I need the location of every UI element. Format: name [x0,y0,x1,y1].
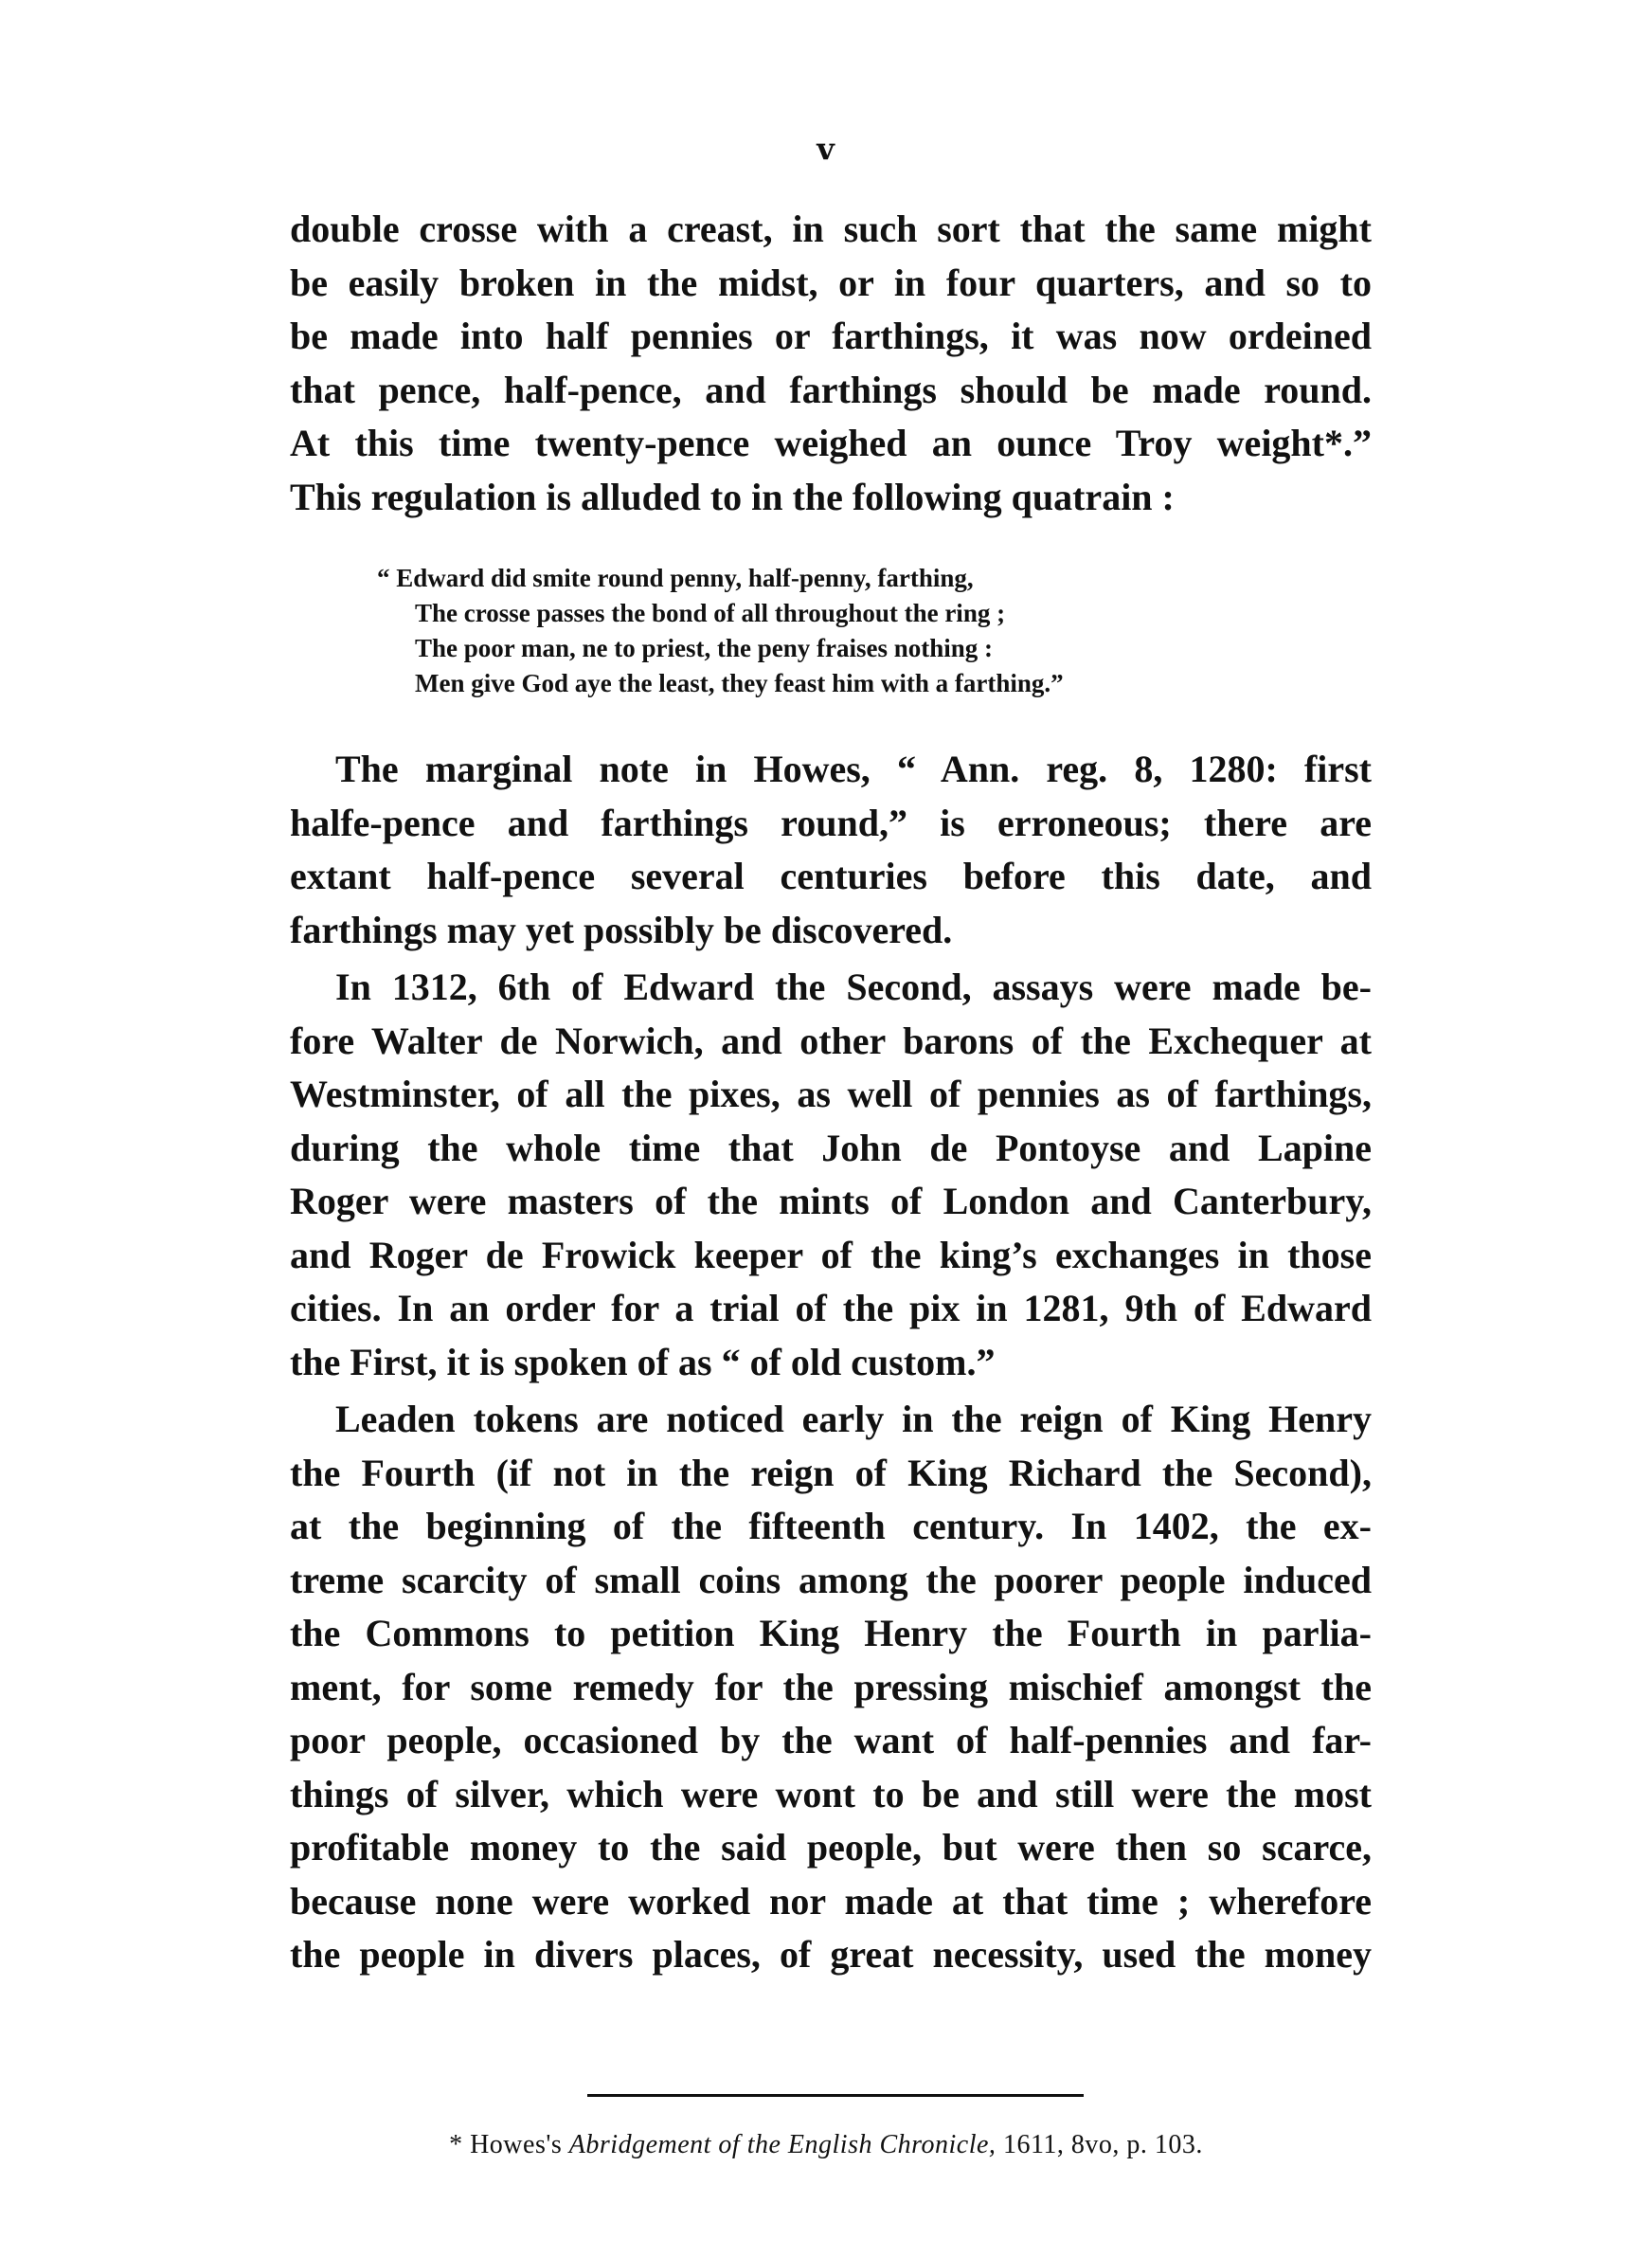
paragraph-line: during the whole time that John de Pontoyse and Lapine [290,1126,1372,1169]
paragraph-line: the First, it is spoken of as “ of old custom.” [290,1340,996,1383]
footnote [0,2130,1652,2160]
paragraph-line: poor people, occasioned by the want of half-pennies and far- [290,1719,1372,1761]
paragraph-line: Roger were masters of the mints of London and Canterbury, [290,1180,1372,1222]
paragraph-3 [290,961,1372,1389]
paragraph-line: At this time twenty-pence weighed an ounce Troy weight*.” [290,422,1372,464]
paragraph-line: the Fourth (if not in the reign of King Richard the Second), [290,1451,1372,1494]
quatrain-line: “ Edward did smite round penny, half-penny, farthing, [377,564,974,592]
footnote-details: 1611, 8vo, p. 103. [1002,2130,1203,2159]
paragraph-line: The marginal note in Howes, “ Ann. reg. 8, 1280: first [335,748,1372,790]
paragraph-line: Westminster, of all the pixes, as well of pennies as of farthings, [290,1073,1372,1115]
paragraph-line: cities. In an order for a trial of the pix in 1281, 9th of Edward [290,1287,1372,1329]
footnote-author: Howes's [470,2130,563,2159]
paragraph-line: In 1312, 6th of Edward the Second, assays were made be- [335,966,1372,1008]
paragraph-line: the people in divers places, of great necessity, used the money [290,1933,1372,1976]
paragraph-line: double crosse with a creast, in such sort that the same might [290,208,1372,250]
paragraph-line: at the beginning of the fifteenth century. In 1402, the ex- [290,1505,1372,1547]
paragraph-line: This regulation is alluded to in the following quatrain : [290,475,1175,518]
paragraph-line: that pence, half-pence, and farthings should be made round. [290,368,1372,411]
paragraph-line: treme scarcity of small coins among the poorer people induced [290,1558,1372,1601]
paragraph-line: profitable money to the said people, but were then so scarce, [290,1826,1372,1869]
quatrain-line: The poor man, ne to priest, the peny fraises nothing : [415,634,994,662]
footnote-title: Abridgement of the English Chronicle, [568,2130,997,2159]
paragraph-line: Leaden tokens are noticed early in the reign of King Henry [335,1398,1372,1440]
paragraph-line: fore Walter de Norwich, and other barons of the Exchequer at [290,1019,1372,1062]
paragraph-line: farthings may yet possibly be discovered. [290,908,953,951]
footnote-divider [587,2094,1084,2097]
quatrain-line: Men give God aye the least, they feast him with a farthing.” [415,669,1064,697]
footnote-marker: * [449,2130,463,2159]
paragraph-2 [290,743,1372,957]
quatrain [377,561,1230,701]
quatrain-line: The crosse passes the bond of all throughout the ring ; [415,599,1006,627]
paragraph-line: things of silver, which were wont to be and still were the most [290,1772,1372,1815]
paragraph-line: be made into half pennies or farthings, it was now ordeined [290,315,1372,357]
paragraph-4 [290,1393,1372,1982]
page-number: v [817,131,835,167]
paragraph-line: and Roger de Frowick keeper of the king’s exchanges in those [290,1233,1372,1276]
paragraph-line: be easily broken in the midst, or in four quarters, and so to [290,261,1372,304]
paragraph-line: the Commons to petition King Henry the Fourth in parlia- [290,1612,1372,1654]
paragraph-line: because none were worked nor made at that time ; wherefore [290,1879,1372,1923]
paragraph-line: ment, for some remedy for the pressing mischief amongst the [290,1665,1372,1708]
paragraph-line: halfe-pence and farthings round,” is erroneous; there are [290,801,1372,844]
paragraph-1 [290,203,1372,524]
paragraph-line: extant half-pence several centuries before this date, and [290,855,1372,897]
